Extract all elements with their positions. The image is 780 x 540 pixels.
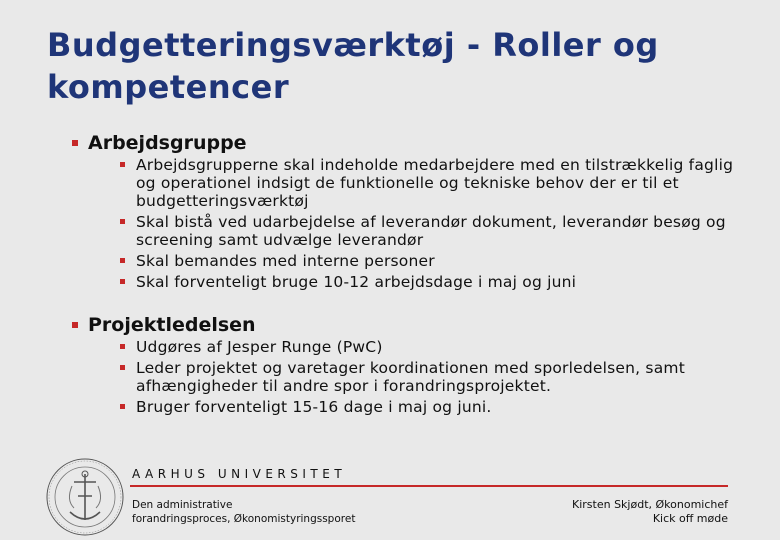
footer-left (132, 498, 412, 526)
section-heading-text: Projektledelsen (88, 314, 256, 336)
section-projektledelsen (88, 314, 736, 416)
bullet-square-icon (120, 344, 125, 349)
bullet-square-icon (120, 365, 125, 370)
list-item (136, 273, 736, 291)
list-item-text: Bruger forventeligt 15-16 dage i maj og juni. (136, 398, 492, 416)
footer-left-line: forandringsproces, Økonomistyringssporet (132, 513, 356, 525)
list-item-text: Skal bistå ved udarbejdelse af leverandør dokument, leverandør besøg og screening samt udvælge leverandør (136, 213, 726, 249)
bullet-square-icon (72, 140, 78, 146)
list-item (136, 213, 736, 249)
bullet-square-icon (120, 279, 125, 284)
list-item (136, 156, 736, 210)
footer-left-line: Den administrative (132, 499, 233, 511)
list-item-text: Leder projektet og varetager koordinationen med sporledelsen, samt afhængigheder til andre spor i forandringsprojektet. (136, 359, 685, 395)
section-heading (88, 132, 736, 154)
footer-right-line: Kick off møde (652, 512, 728, 525)
bullet-square-icon (120, 162, 125, 167)
university-name: AARHUS UNIVERSITET (132, 467, 347, 481)
footer-divider (130, 485, 728, 487)
list-item (136, 359, 736, 395)
bullet-square-icon (72, 322, 78, 328)
list-item (136, 252, 736, 270)
list-item (136, 398, 736, 416)
list-item-text: Arbejdsgrupperne skal indeholde medarbejdere med en tilstrækkelig faglig og operationel indsigt de funktionelle og tekniske behov der er til et budgetteringsværktøj (136, 156, 734, 210)
list-item-text: Skal bemandes med interne personer (136, 252, 435, 270)
list-item-text: Skal forventeligt bruge 10-12 arbejdsdage i maj og juni (136, 273, 577, 291)
list-item-text: Udgøres af Jesper Runge (PwC) (136, 338, 383, 356)
bullet-square-icon (120, 219, 125, 224)
footer-right (468, 498, 728, 526)
slide-title: Budgetteringsværktøj - Roller og kompetencer (47, 26, 659, 106)
footer-right-line: Kirsten Skjødt, Økonomichef (572, 498, 728, 511)
bullet-square-icon (120, 258, 125, 263)
list-item (136, 338, 736, 356)
university-seal-icon (44, 456, 126, 538)
section-heading (88, 314, 736, 336)
section-heading-text: Arbejdsgruppe (88, 132, 247, 154)
section-arbejdsgruppe (88, 132, 736, 291)
bullet-square-icon (120, 404, 125, 409)
